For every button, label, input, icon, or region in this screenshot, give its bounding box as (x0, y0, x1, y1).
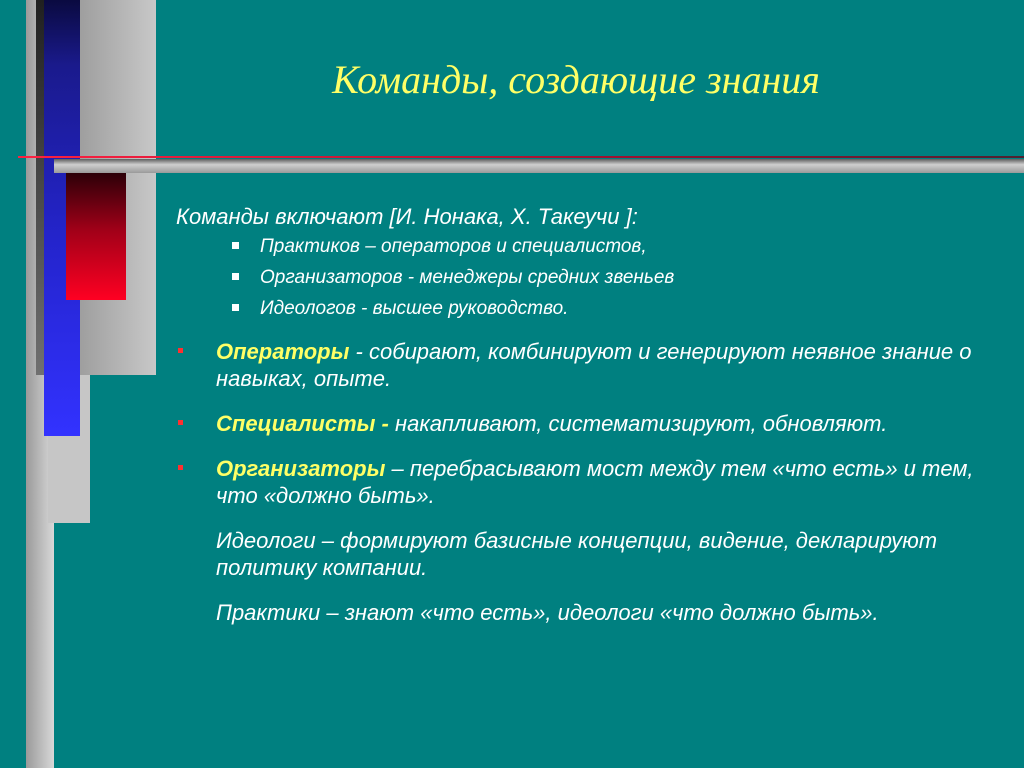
sub-item-text: Идеологов - высшее руководство. (260, 298, 569, 319)
red-bullet-icon (178, 348, 183, 353)
sub-list-item (232, 236, 996, 258)
main-list-item (176, 455, 996, 509)
sub-item-text: Практиков – операторов и специалистов, (260, 236, 647, 257)
term-operators: Операторы (216, 339, 350, 364)
square-bullet-icon (232, 273, 239, 280)
term-specialists: Специалисты - (216, 411, 389, 436)
sub-list-item (232, 298, 996, 320)
slide-content (176, 204, 996, 644)
square-bullet-icon (232, 242, 239, 249)
main-list (176, 338, 996, 509)
paragraph-ideologists: Идеологи – формируют базисные концепции, видение, декларируют политику компании. (216, 528, 938, 580)
sub-list-item (232, 267, 996, 289)
term-organizers: Организаторы (216, 456, 386, 481)
paragraph-practitioners: Практики – знают «что есть», идеологи «что должно быть». (216, 600, 879, 625)
intro-text: Команды включают [И. Нонака, Х. Такеучи ]: (176, 204, 638, 229)
decor-gray-bar (54, 159, 1024, 173)
main-item-text: - собирают, комбинируют и генерируют неявное знание о навыках, опыте. (216, 339, 972, 391)
main-list-item (176, 338, 996, 392)
slide-title: Команды, создающие знания (332, 57, 820, 102)
red-bullet-icon (178, 420, 183, 425)
decor-red-block (66, 172, 126, 300)
sub-list (176, 236, 996, 320)
red-bullet-icon (178, 465, 183, 470)
sub-item-text: Организаторов - менеджеры средних звеньев (260, 267, 675, 288)
main-list-item (176, 410, 996, 437)
main-item-text: – перебрасывают мост между тем «что есть» и тем, что «должно быть». (216, 456, 974, 508)
decor-red-line (18, 156, 1024, 158)
main-item-text: накапливают, систематизируют, обновляют. (388, 411, 888, 436)
square-bullet-icon (232, 304, 239, 311)
